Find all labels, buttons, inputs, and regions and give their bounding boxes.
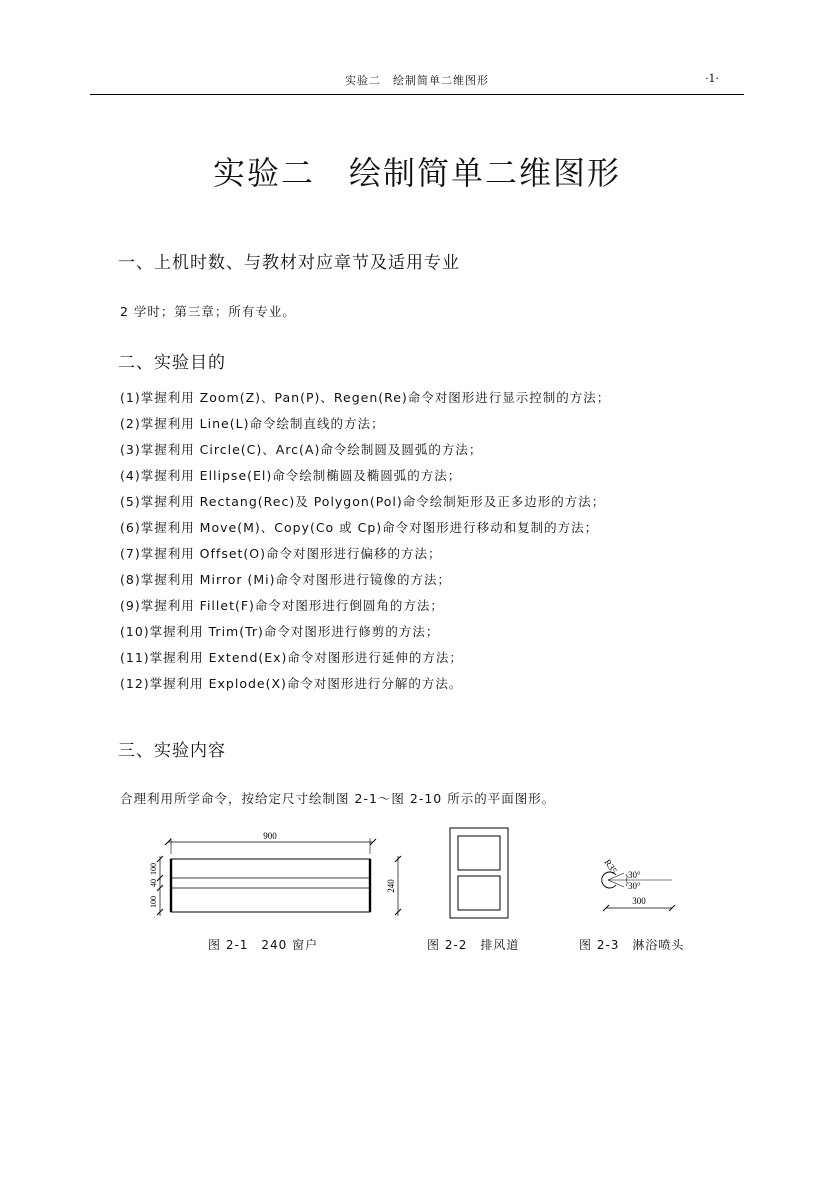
dim-row-bottom-label: 100 — [149, 896, 158, 908]
list-item: (12)掌握利用 Explode(X)命令对图形进行分解的方法。 — [120, 676, 463, 691]
list-item: (2)掌握利用 Line(L)命令绘制直线的方法； — [120, 416, 385, 431]
list-item: (10)掌握利用 Trim(Tr)命令对图形进行修剪的方法； — [120, 624, 440, 639]
dim-angle-bottom-label: 30° — [628, 881, 641, 891]
list-item: (11)掌握利用 Extend(Ex)命令对图形进行延伸的方法； — [120, 650, 463, 665]
dim-width-label: 900 — [263, 831, 277, 841]
dim-angle-top-label: 30° — [628, 870, 641, 880]
figure-caption-window: 图 2-1 240 窗户 — [208, 938, 319, 952]
page-title: 实验二 绘制简单二维图形 — [212, 154, 621, 192]
list-item: (5)掌握利用 Rectang(Rec)及 Polygon(Pol)命令绘制矩形及正多边形的方法； — [120, 494, 606, 509]
dim-radius-label: R35 — [602, 857, 620, 876]
header-rule — [90, 94, 744, 95]
list-item: (9)掌握利用 Fillet(F)命令对图形进行倒圆角的方法； — [120, 598, 444, 613]
section-3-text: 合理利用所学命令，按给定尺寸绘制图 2-1～图 2-10 所示的平面图形。 — [120, 791, 556, 806]
dim-row-middle-label: 40 — [149, 879, 158, 887]
list-item: (7)掌握利用 Offset(O)命令对图形进行偏移的方法； — [120, 546, 442, 561]
running-header-title: 实验二 绘制简单二维图形 — [345, 74, 489, 87]
figure-caption-duct: 图 2-2 排风道 — [427, 938, 520, 952]
list-item: (3)掌握利用 Circle(C)、Arc(A)命令绘制圆及圆弧的方法； — [120, 442, 483, 457]
list-item: (4)掌握利用 Ellipse(El)命令绘制椭圆及椭圆弧的方法； — [120, 468, 462, 483]
list-item: (1)掌握利用 Zoom(Z)、Pan(P)、Regen(Re)命令对图形进行显示控制的方法； — [120, 390, 611, 405]
figure-duct-drawing — [448, 826, 510, 920]
section-1-text: 2 学时；第三章；所有专业。 — [120, 304, 296, 319]
page-number: ·1· — [705, 72, 719, 85]
dim-row-top-label: 100 — [149, 863, 158, 875]
figure-caption-shower: 图 2-3 淋浴喷头 — [579, 938, 685, 952]
section-heading-1: 一、上机时数、与教材对应章节及适用专业 — [118, 253, 460, 273]
dim-height-label: 240 — [386, 879, 396, 893]
section-heading-3: 三、实验内容 — [118, 741, 226, 761]
figure-shower-drawing — [590, 840, 686, 918]
dim-length-label: 300 — [632, 896, 646, 906]
figure-window-drawing — [140, 826, 410, 922]
list-item: (8)掌握利用 Mirror (Mi)命令对图形进行镜像的方法； — [120, 572, 451, 587]
section-heading-2: 二、实验目的 — [118, 353, 226, 373]
list-item: (6)掌握利用 Move(M)、Copy(Co 或 Cp)命令对图形进行移动和复制的方法； — [120, 520, 599, 535]
objectives-list — [120, 385, 610, 697]
